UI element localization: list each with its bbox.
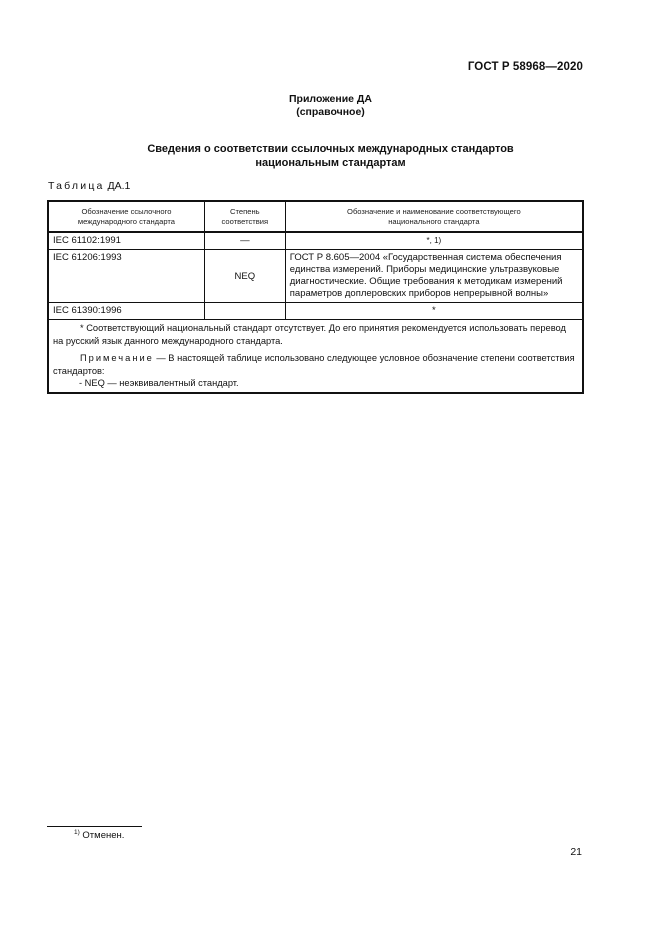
note-label: Примечание: [80, 353, 154, 363]
annex-subtitle: (справочное): [296, 106, 365, 118]
header-national-standard: Обозначение и наименование соответствующего национального стандарта: [285, 201, 583, 232]
table-notes: [48, 320, 583, 393]
heading-line-2: национальным стандартам: [255, 157, 406, 169]
table-notes-row: [48, 320, 583, 393]
footnote-rule: [47, 826, 142, 827]
cell-national: *, 1): [285, 232, 583, 250]
section-heading: [0, 142, 661, 170]
correspondence-table: [47, 200, 584, 394]
header-degree: Степень соответствия: [204, 201, 285, 232]
footnote-marker: 1): [74, 829, 80, 836]
heading-line-1: Сведения о соответствии ссылочных международных стандартов: [147, 143, 514, 155]
annex-title: Приложение ДА: [289, 93, 372, 105]
table-row: [48, 232, 583, 250]
annex-block: [0, 93, 661, 119]
cell-ref: IEC 61206:1993: [48, 250, 204, 303]
note-item: - NEQ — неэквивалентный стандарт.: [79, 378, 239, 388]
cell-ref: IEC 61102:1991: [48, 232, 204, 250]
table-row: [48, 303, 583, 320]
footnote-text: Отменен.: [82, 830, 125, 841]
table-header-row: [48, 201, 583, 232]
cell-national: *: [285, 303, 583, 320]
table-caption-word: Таблица: [48, 180, 105, 192]
page-number: 21: [570, 846, 582, 858]
table-note: [53, 352, 578, 377]
standard-id: ГОСТ Р 58968—2020: [467, 61, 583, 73]
table-caption-number: ДА.1: [107, 180, 131, 192]
table-row: [48, 250, 583, 303]
cell-degree: NEQ: [204, 250, 285, 303]
page-footnote: [74, 829, 124, 841]
header-international-standard: Обозначение ссылочного международного стандарта: [48, 201, 204, 232]
cell-national: ГОСТ Р 8.605—2004 «Государственная система обеспечения единства измерений. Приборы медицинские ультразвуковые диагностические. Общие требования к методикам измерений параметров доплеровских приборов непрерывной волны»: [285, 250, 583, 303]
cell-degree: —: [204, 232, 285, 250]
table-footnote: * Соответствующий национальный стандарт отсутствует. До его принятия рекомендуется использовать перевод на русский язык данного международного стандарта.: [53, 323, 566, 346]
note-text: — В настоящей таблице использовано следующее условное обозначение степени соответствия стандартов:: [53, 353, 575, 376]
cell-ref: IEC 61390:1996: [48, 303, 204, 320]
table-caption: [48, 180, 130, 192]
cell-degree: [204, 303, 285, 320]
